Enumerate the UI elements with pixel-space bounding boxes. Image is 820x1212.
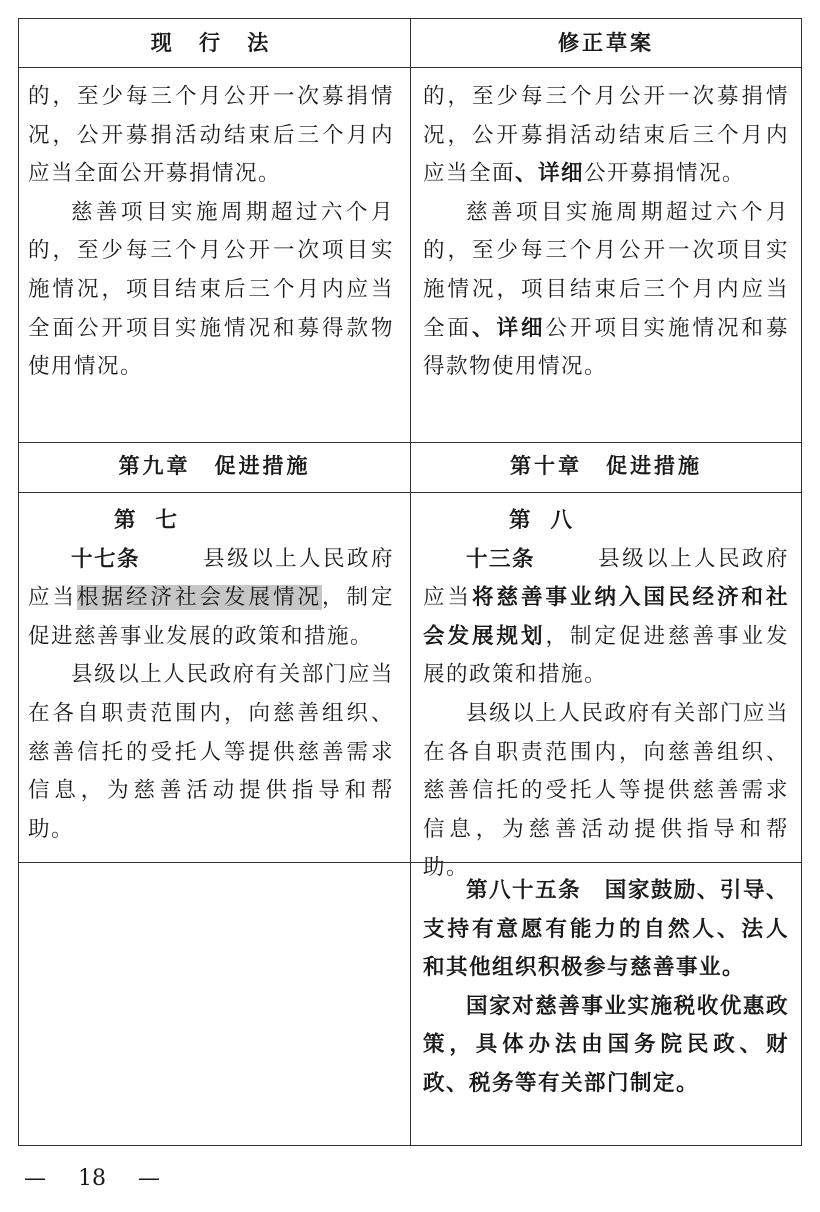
paragraph: 的，至少每三个月公开一次募捐情况，公开募捐活动结束后三个月内应当全面公开募捐情况。: [28, 84, 394, 187]
header-current-law: 现 行 法: [150, 31, 279, 55]
row-divider: [19, 862, 801, 863]
paragraph: 国家对慈善事业实施税收优惠政策，具体办法由国务院民政、财政、税务等有关部门制定。: [423, 993, 789, 1096]
row-divider: [19, 492, 801, 493]
current-law-cell-2: [28, 502, 394, 849]
column-divider: [410, 19, 411, 1145]
footer-dash: —: [138, 1166, 160, 1191]
comparison-table: [18, 18, 802, 1146]
current-law-cell-1: [28, 78, 394, 387]
header-amendment-draft: 修正草案: [558, 31, 654, 55]
paragraph: 慈善项目实施周期超过六个月的，至少每三个月公开一次项目实施情况，项目结束后三个月内应当全面公开项目实施情况和募得款物使用情况。: [28, 199, 394, 380]
chapter-current-law: 第九章 促进措施: [118, 454, 311, 478]
chapter-amendment: 第十章 促进措施: [510, 454, 702, 478]
page-footer: [24, 1166, 160, 1191]
footer-dash: —: [24, 1166, 46, 1191]
paragraph: 的，至少每三个月公开一次募捐情况，公开募捐活动结束后三个月内应当全面、详细公开募捐情况。: [423, 84, 789, 187]
paragraph: 第八十五条 国家鼓励、引导、支持有意愿有能力的自然人、法人和其他组织积极参与慈善事业。: [423, 878, 789, 981]
page-number: 18: [78, 1166, 106, 1191]
paragraph: 第八十三条 县级以上人民政府应当将慈善事业纳入国民经济和社会发展规划，制定促进慈善事业发展的政策和措施。: [423, 502, 789, 695]
article-number: 第八十五条: [466, 878, 582, 903]
row-divider: [19, 67, 801, 68]
paragraph: 慈善项目实施周期超过六个月的，至少每三个月公开一次项目实施情况，项目结束后三个月内应当全面、详细公开项目实施情况和募得款物使用情况。: [423, 199, 789, 380]
amended-text: 、详细: [515, 161, 585, 187]
paragraph: 县级以上人民政府有关部门应当在各自职责范围内，向慈善组织、慈善信托的受托人等提供慈善需求信息，为慈善活动提供指导和帮助。: [28, 662, 394, 842]
amendment-cell-1: [423, 78, 789, 387]
highlighted-text: 根据经济社会发展情况: [77, 585, 322, 611]
paragraph: 县级以上人民政府有关部门应当在各自职责范围内，向慈善组织、慈善信托的受托人等提供慈善需求信息，为慈善活动提供指导和帮助。: [423, 700, 789, 881]
amended-text: 将慈善事业纳入国民经济和社会发展规划: [423, 585, 789, 649]
amendment-cell-3: [423, 872, 789, 1104]
paragraph: 第七十七条 县级以上人民政府应当根据经济社会发展情况，制定促进慈善事业发展的政策和措施。: [28, 502, 394, 656]
article-number: 第八十三条: [466, 508, 574, 572]
amendment-cell-2: [423, 502, 789, 888]
amended-text: 、详细: [472, 315, 546, 341]
article-number: 第七十七条: [71, 508, 179, 572]
